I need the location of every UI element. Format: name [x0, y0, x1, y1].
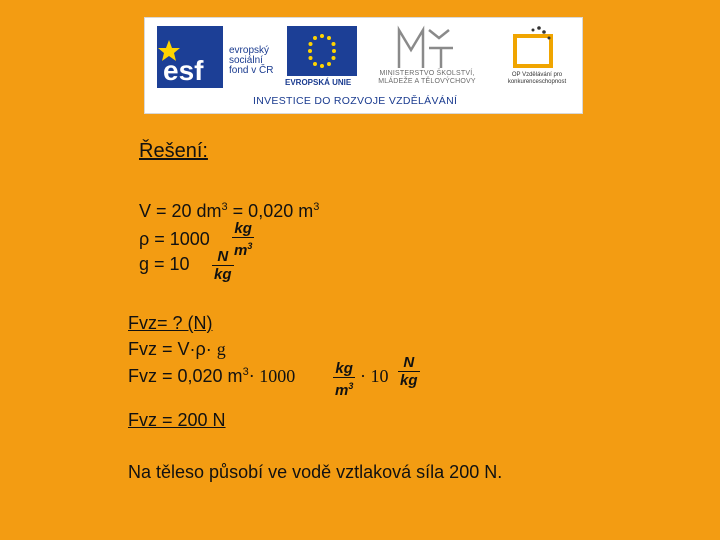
- unknown-line: Fvz= ? (N): [128, 313, 213, 333]
- subst-dot2: ·: [360, 366, 371, 386]
- subst-g-value: 10: [370, 366, 389, 386]
- subst-dot1: ·: [248, 366, 260, 386]
- volume-exp-m: 3: [313, 201, 320, 213]
- gravity-unit-den: kg: [214, 266, 232, 283]
- subst-exp: 3: [242, 366, 249, 378]
- volume-exp-dm: 3: [221, 201, 228, 213]
- formula-g: g: [216, 339, 226, 359]
- volume-mid: = 0,020 m: [227, 201, 314, 221]
- conclusion-line: Na těleso působí ve vodě vztlaková síla 200 N.: [128, 462, 503, 482]
- op-logo-icon: [509, 24, 559, 76]
- density-unit-num: kg: [234, 220, 252, 237]
- msmt-label: MINISTERSTVO ŠKOLSTVÍ, MLÁDEŽE A TĚLOVÝCHOVY: [378, 70, 476, 85]
- subst-prefix: Fvz = 0,020 m: [128, 366, 243, 386]
- substitution-line: [128, 366, 295, 387]
- formula-prefix: Fvz = V·ρ·: [128, 339, 217, 359]
- subst-density-den: $m^3$: [335, 381, 354, 399]
- subst-g-part: [360, 366, 389, 387]
- subst-rho-value: 1000: [259, 366, 296, 386]
- subst-density-num: kg: [335, 360, 353, 377]
- gravity-unit-num: N: [217, 248, 229, 265]
- subst-density-unit: [333, 360, 355, 399]
- density-unit-den: $m^3$: [234, 241, 253, 259]
- banner-slogan: INVESTICE DO ROZVOJE VZDĚLÁVÁNÍ: [253, 95, 458, 107]
- volume-line: [139, 201, 319, 222]
- esf-label: evropský sociální fond v ČR: [229, 45, 274, 76]
- msmt-logo-icon: [395, 24, 457, 72]
- subst-gravity-num: N: [403, 354, 415, 371]
- density-line: ρ = 1000: [139, 229, 210, 249]
- svg-text:esf: esf: [163, 55, 204, 86]
- formula-line: [128, 339, 226, 360]
- eu-label: EVROPSKÁ UNIE: [285, 78, 352, 87]
- solution-heading: Řešení:: [139, 140, 208, 162]
- esf-logo-icon: [157, 26, 223, 88]
- subst-gravity-den: kg: [400, 372, 418, 389]
- gravity-line: g = 10: [139, 254, 190, 274]
- funding-banner: [144, 17, 583, 114]
- op-label: OP Vzdělávání pro konkurenceschopnost: [507, 72, 567, 85]
- eu-flag-icon: [287, 26, 357, 76]
- subst-gravity-unit: [398, 354, 420, 389]
- volume-prefix: V = 20 dm: [139, 201, 222, 221]
- result-line: Fvz = 200 N: [128, 410, 226, 430]
- gravity-unit: [212, 248, 234, 283]
- density-unit: [232, 220, 254, 259]
